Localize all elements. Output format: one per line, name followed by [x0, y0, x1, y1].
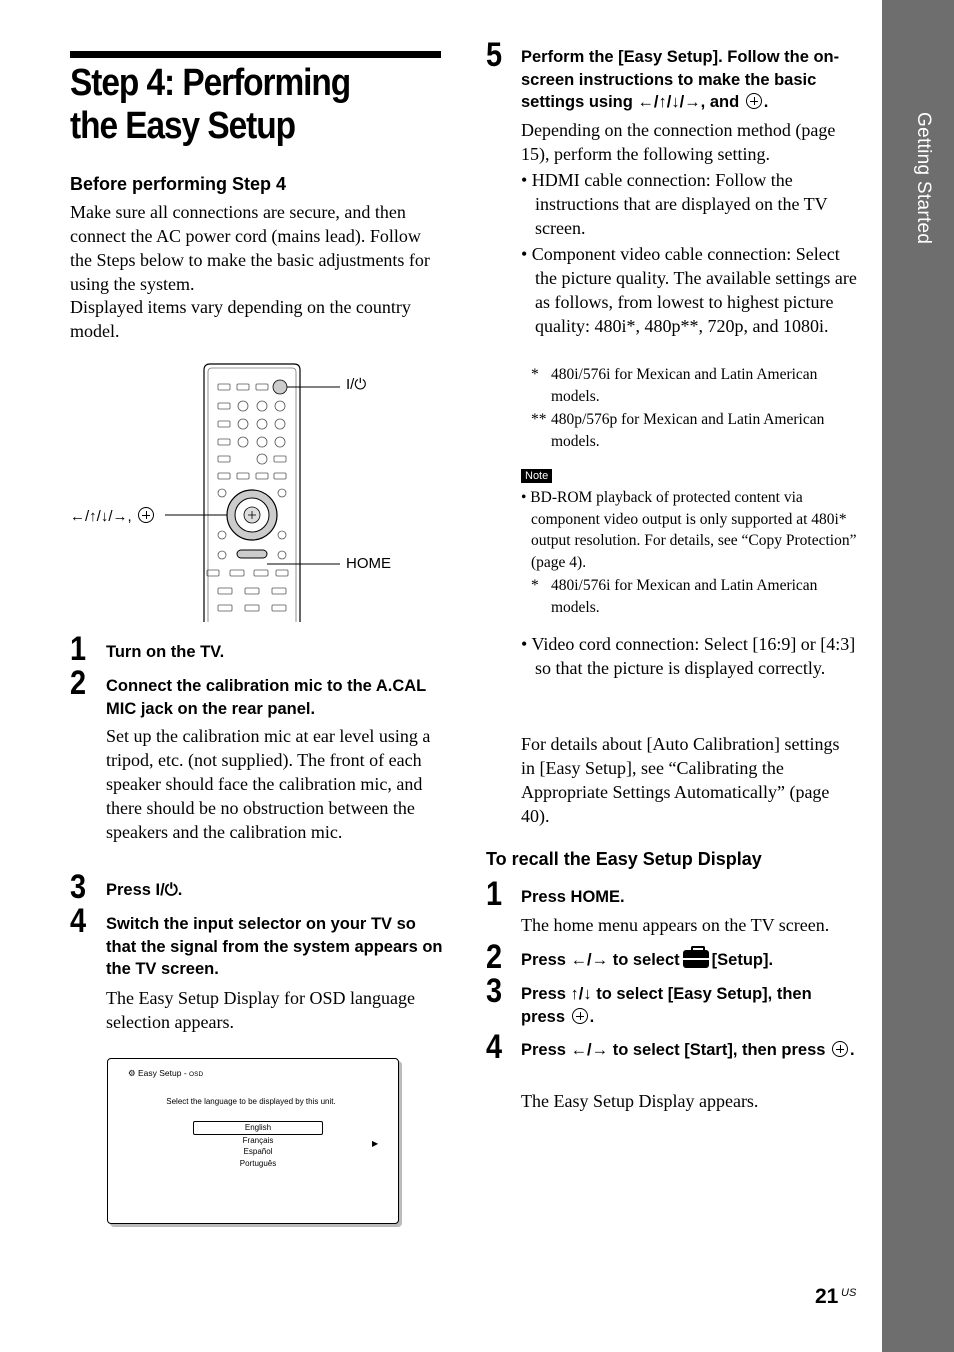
- step-5-title-end: .: [763, 93, 769, 111]
- step-5-number: 5: [486, 36, 503, 74]
- step-1-number: 1: [70, 630, 87, 668]
- enter-icon: [572, 1008, 588, 1024]
- recall-step-1-body: The home menu appears on the TV screen.: [521, 915, 830, 935]
- osd-language-list: [193, 1121, 323, 1169]
- recall-step-3-title: [521, 983, 856, 1028]
- enter-icon: [138, 507, 154, 523]
- home-callout: HOME: [346, 555, 391, 572]
- remote-drawing: [160, 360, 430, 622]
- details-text: For details about [Auto Calibration] settings in [Easy Setup], see “Calibrating the Appropriate Settings Automatically” (page 40).: [521, 734, 840, 826]
- osd-prompt: Select the language to be displayed by this unit.: [166, 1097, 336, 1106]
- step-2-body: Set up the calibration mic at ear level using a tripod, etc. (not supplied). The front of each speaker should face the calibration mic, and there should be no obstruction between the speakers and the calibration mic.: [106, 726, 431, 842]
- recall-step-4-body: The Easy Setup Display appears.: [521, 1091, 759, 1111]
- footnote-1-text: 480i/576i for Mexican and Latin American models.: [551, 366, 818, 405]
- setup-toolbox-icon: [683, 950, 709, 968]
- footnote-3-mark: *: [531, 577, 539, 594]
- recall-step-2-title: [521, 949, 856, 972]
- osd-language-portugues[interactable]: Português: [239, 1158, 277, 1168]
- recall-step-4-text-b: .: [850, 1041, 855, 1059]
- note-text: • BD-ROM playback of protected content via component video output is only supported at 480i* output resolution. For details, see “Copy Protection” (page 4).: [521, 489, 857, 571]
- footnote-3: [531, 575, 856, 619]
- recall-step-3-text-b: .: [589, 1007, 595, 1026]
- enter-icon: [832, 1041, 848, 1057]
- arrows-callout: [70, 507, 156, 525]
- osd-setup-icon: ⚙: [128, 1068, 136, 1078]
- step-5-title: [521, 46, 861, 114]
- osd-language-espanol[interactable]: Español: [243, 1147, 273, 1156]
- step-5-body: Depending on the connection method (page 15), perform the following setting.: [521, 120, 836, 164]
- osd-title: [128, 1068, 203, 1079]
- footnote-2-mark: **: [531, 411, 547, 428]
- power-callout: I/⏻: [346, 376, 367, 393]
- step-3-number: 3: [70, 868, 87, 906]
- osd-title-sub: OSD: [189, 1071, 204, 1078]
- recall-step-1-number: 1: [486, 875, 503, 913]
- recall-heading: To recall the Easy Setup Display: [486, 849, 762, 869]
- video-bullet: • Video cord connection: Select [16:9] or [4:3] so that the picture is displayed correctly.: [521, 634, 856, 678]
- recall-step-2-text-a: Press ←/→ to select: [521, 951, 680, 969]
- section-tab: [882, 0, 954, 1352]
- step-4-number: 4: [70, 902, 87, 940]
- footnote-3-text: 480i/576i for Mexican and Latin American models.: [551, 577, 818, 616]
- before-text-2: Displayed items vary depending on the country model.: [70, 297, 411, 341]
- step-2-title: Connect the calibration mic to the A.CAL MIC jack on the rear panel.: [106, 677, 426, 718]
- osd-language-english[interactable]: English: [193, 1121, 323, 1135]
- section-tab-label-wrap: [882, 112, 954, 272]
- osd-title-text: Easy Setup -: [138, 1068, 187, 1078]
- hdmi-bullet: • HDMI cable connection: Follow the instructions that are displayed on the TV screen.: [521, 170, 828, 238]
- before-heading: Before performing Step 4: [70, 174, 287, 194]
- recall-step-4-text-a: Press ←/→ to select [Start], then press: [521, 1041, 826, 1059]
- page-suffix: US: [841, 1287, 857, 1299]
- recall-step-4-number: 4: [486, 1028, 503, 1066]
- recall-step-4-title: [521, 1039, 856, 1062]
- recall-step-2-text-b: [Setup].: [711, 951, 774, 969]
- step-1-title: Turn on the TV.: [106, 643, 225, 661]
- recall-step-2-number: 2: [486, 938, 503, 976]
- remote-illustration: [70, 360, 430, 622]
- component-bullet: • Component video cable connection: Select the picture quality. The available settings are as follows, from lowest to highest picture quality: 480i*, 480p**, 720p, and 1080i.: [521, 244, 857, 336]
- enter-icon: [746, 93, 762, 109]
- osd-language-francais[interactable]: Français: [242, 1135, 274, 1145]
- step-4-title: Switch the input selector on your TV so that the signal from the system appears on the TV screen.: [106, 915, 443, 978]
- section-tab-label: Getting Started: [913, 112, 934, 245]
- step-3-title: Press I/⏻.: [106, 881, 183, 899]
- recall-step-1-title: Press HOME.: [521, 888, 625, 906]
- footnote-2-text: 480p/576p for Mexican and Latin American models.: [551, 411, 825, 450]
- recall-step-3-number: 3: [486, 972, 503, 1010]
- before-text: Make sure all connections are secure, and then connect the AC power cord (mains lead). Follow the Steps below to make the basic adjustments for using the system.: [70, 202, 430, 294]
- osd-next-arrow-icon: ▶: [372, 1139, 379, 1148]
- footnote-1: [531, 364, 856, 408]
- step-2-number: 2: [70, 664, 87, 702]
- recall-step-3-text-a: Press ↑/↓ to select [Easy Setup], then press: [521, 985, 812, 1026]
- step-5-title-text: Perform the [Easy Setup]. Follow the on-screen instructions to make the basic settings using ←/↑/↓/→, and: [521, 48, 840, 111]
- arrows-callout-text: ←/↑/↓/→,: [70, 508, 132, 525]
- page-title: Step 4: Performing the Easy Setup: [70, 62, 351, 147]
- osd-screen: [107, 1058, 399, 1224]
- step-4-body: The Easy Setup Display for OSD language selection appears.: [106, 988, 415, 1032]
- page-number: 21: [815, 1285, 839, 1308]
- title-rule: [70, 51, 441, 58]
- footnote-2: [531, 409, 856, 453]
- note-badge: Note: [521, 469, 552, 483]
- footnote-1-mark: *: [531, 366, 539, 383]
